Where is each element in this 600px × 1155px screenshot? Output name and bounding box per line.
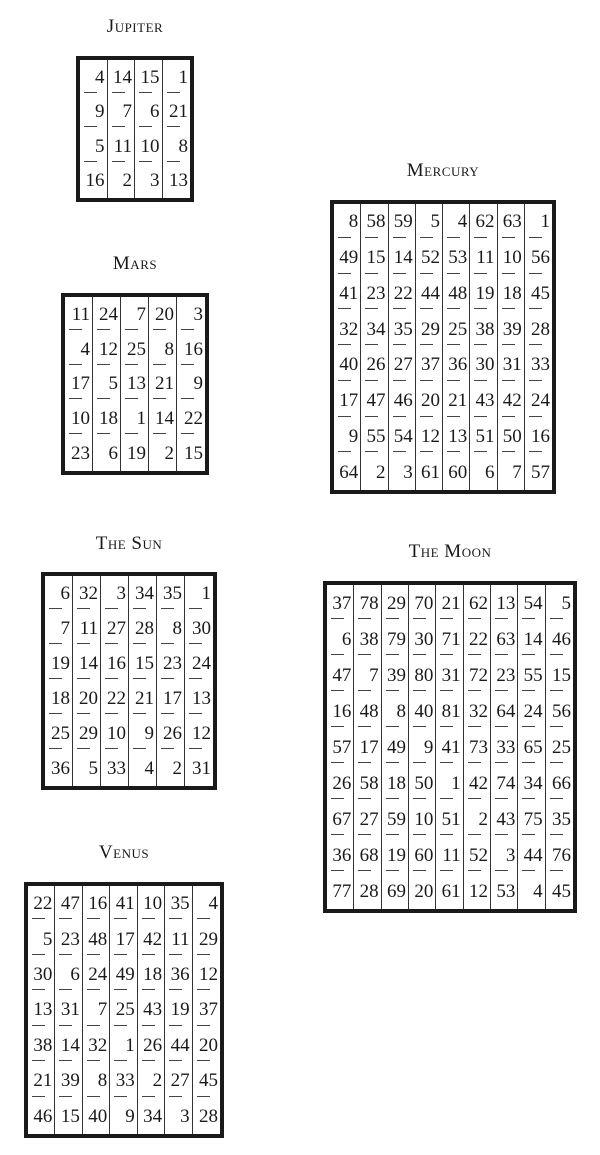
square-title-mars: Mars [112, 253, 158, 274]
square-cell: 9 [409, 729, 436, 765]
square-cell: 52 [416, 240, 443, 276]
square-cell: 66 [546, 765, 573, 801]
square-cell: 22 [389, 276, 416, 312]
square-cell: 55 [361, 419, 388, 455]
square-cell: 32 [334, 311, 361, 347]
square-cell: 9 [80, 95, 108, 130]
square-cell: 62 [464, 585, 491, 621]
square-cell: 59 [382, 801, 409, 837]
square-cell: 42 [498, 383, 525, 419]
square-cell: 39 [382, 657, 409, 693]
square-cell: 13 [185, 681, 213, 716]
square-cell: 11 [65, 297, 93, 332]
square-cell: 28 [129, 611, 157, 646]
square-cell: 29 [382, 585, 409, 621]
square-cell: 75 [518, 801, 545, 837]
square-cell: 22 [28, 886, 55, 921]
square-cell: 18 [45, 681, 73, 716]
square-cell: 19 [165, 992, 192, 1027]
square-cell: 73 [464, 729, 491, 765]
square-cell: 20 [409, 873, 436, 909]
square-cell: 55 [518, 657, 545, 693]
square-cell: 19 [45, 646, 73, 681]
square-grid-the-moon [323, 581, 577, 913]
square-cell: 17 [157, 681, 185, 716]
square-cell: 30 [470, 347, 497, 383]
square-cell: 32 [83, 1028, 110, 1063]
square-cell: 42 [138, 921, 165, 956]
square-cell: 60 [443, 454, 470, 490]
square-cell: 43 [470, 383, 497, 419]
square-cell: 33 [491, 729, 518, 765]
square-cell: 57 [327, 729, 354, 765]
square-cell: 20 [149, 297, 177, 332]
square-cell: 43 [491, 801, 518, 837]
square-cell: 41 [436, 729, 463, 765]
square-cell: 19 [382, 837, 409, 873]
square-cell: 12 [416, 419, 443, 455]
square-cell: 2 [149, 436, 177, 471]
square-cell: 7 [498, 454, 525, 490]
square-cell: 1 [110, 1028, 137, 1063]
square-cell: 27 [101, 611, 129, 646]
square-cell: 20 [73, 681, 101, 716]
square-grid-venus [24, 882, 224, 1138]
square-cell: 48 [354, 693, 381, 729]
square-cell: 23 [361, 276, 388, 312]
square-cell: 80 [409, 657, 436, 693]
square-cell: 70 [409, 585, 436, 621]
square-cell: 21 [129, 681, 157, 716]
square-cell: 13 [491, 585, 518, 621]
square-cell: 53 [491, 873, 518, 909]
square-cell: 31 [436, 657, 463, 693]
square-cell: 59 [389, 204, 416, 240]
square-cell: 4 [518, 873, 545, 909]
square-cell: 3 [135, 164, 163, 199]
square-cell: 54 [389, 419, 416, 455]
square-title-the-sun: The Sun [95, 533, 163, 554]
square-cell: 44 [165, 1028, 192, 1063]
square-cell: 7 [121, 297, 149, 332]
square-cell: 36 [165, 957, 192, 992]
square-cell: 39 [498, 311, 525, 347]
square-cell: 22 [177, 401, 205, 436]
square-cell: 68 [354, 837, 381, 873]
square-cell: 27 [354, 801, 381, 837]
square-cell: 37 [327, 585, 354, 621]
square-cell: 72 [464, 657, 491, 693]
square-cell: 61 [436, 873, 463, 909]
square-cell: 1 [436, 765, 463, 801]
square-cell: 21 [163, 95, 191, 130]
square-cell: 1 [525, 204, 552, 240]
square-cell: 7 [108, 95, 136, 130]
square-cell: 26 [157, 716, 185, 751]
square-cell: 10 [409, 801, 436, 837]
square-cell: 12 [193, 957, 220, 992]
square-cell: 48 [83, 921, 110, 956]
square-cell: 21 [443, 383, 470, 419]
square-cell: 56 [525, 240, 552, 276]
square-cell: 25 [121, 332, 149, 367]
square-cell: 47 [361, 383, 388, 419]
square-cell: 25 [110, 992, 137, 1027]
square-cell: 35 [546, 801, 573, 837]
square-cell: 10 [65, 401, 93, 436]
square-cell: 9 [177, 367, 205, 402]
square-cell: 16 [177, 332, 205, 367]
square-cell: 79 [382, 621, 409, 657]
square-cell: 63 [498, 204, 525, 240]
square-cell: 51 [470, 419, 497, 455]
square-cell: 24 [525, 383, 552, 419]
square-grid-mercury [330, 200, 556, 494]
square-cell: 6 [55, 957, 82, 992]
square-cell: 77 [327, 873, 354, 909]
square-cell: 5 [416, 204, 443, 240]
square-cell: 8 [157, 611, 185, 646]
square-cell: 71 [436, 621, 463, 657]
square-cell: 8 [83, 1063, 110, 1098]
square-cell: 47 [327, 657, 354, 693]
square-cell: 20 [193, 1028, 220, 1063]
square-cell: 17 [110, 921, 137, 956]
square-cell: 17 [354, 729, 381, 765]
square-cell: 1 [121, 401, 149, 436]
square-cell: 37 [193, 992, 220, 1027]
square-cell: 11 [436, 837, 463, 873]
square-cell: 76 [546, 837, 573, 873]
square-cell: 12 [93, 332, 121, 367]
square-cell: 14 [55, 1028, 82, 1063]
square-cell: 16 [101, 646, 129, 681]
square-cell: 26 [327, 765, 354, 801]
square-cell: 15 [361, 240, 388, 276]
square-cell: 31 [55, 992, 82, 1027]
square-cell: 4 [129, 751, 157, 786]
square-cell: 34 [138, 1099, 165, 1134]
square-cell: 22 [101, 681, 129, 716]
square-cell: 35 [165, 886, 192, 921]
square-cell: 11 [165, 921, 192, 956]
square-cell: 63 [491, 621, 518, 657]
square-cell: 34 [361, 311, 388, 347]
square-cell: 2 [361, 454, 388, 490]
square-cell: 34 [129, 576, 157, 611]
square-cell: 23 [65, 436, 93, 471]
square-cell: 46 [546, 621, 573, 657]
square-cell: 48 [443, 276, 470, 312]
square-cell: 39 [55, 1063, 82, 1098]
square-cell: 2 [138, 1063, 165, 1098]
square-cell: 78 [354, 585, 381, 621]
square-cell: 15 [129, 646, 157, 681]
square-cell: 13 [28, 992, 55, 1027]
square-cell: 5 [93, 367, 121, 402]
square-cell: 32 [464, 693, 491, 729]
square-cell: 49 [110, 957, 137, 992]
square-cell: 13 [443, 419, 470, 455]
square-cell: 14 [108, 60, 136, 95]
square-cell: 29 [73, 716, 101, 751]
square-cell: 8 [149, 332, 177, 367]
square-cell: 9 [110, 1099, 137, 1134]
square-title-mercury: Mercury [406, 160, 480, 181]
square-cell: 49 [334, 240, 361, 276]
square-cell: 41 [334, 276, 361, 312]
square-cell: 10 [138, 886, 165, 921]
square-cell: 3 [101, 576, 129, 611]
square-cell: 2 [464, 801, 491, 837]
square-cell: 3 [491, 837, 518, 873]
square-cell: 10 [101, 716, 129, 751]
square-cell: 8 [382, 693, 409, 729]
square-cell: 50 [498, 419, 525, 455]
square-cell: 23 [157, 646, 185, 681]
square-cell: 12 [464, 873, 491, 909]
square-cell: 5 [73, 751, 101, 786]
square-cell: 16 [80, 164, 108, 199]
square-cell: 37 [416, 347, 443, 383]
square-cell: 52 [464, 837, 491, 873]
square-cell: 46 [28, 1099, 55, 1134]
square-cell: 18 [498, 276, 525, 312]
square-cell: 8 [334, 204, 361, 240]
square-cell: 21 [149, 367, 177, 402]
square-cell: 40 [334, 347, 361, 383]
square-cell: 21 [436, 585, 463, 621]
square-cell: 18 [93, 401, 121, 436]
square-cell: 24 [83, 957, 110, 992]
square-cell: 5 [28, 921, 55, 956]
square-cell: 58 [361, 204, 388, 240]
square-cell: 15 [184, 443, 203, 465]
square-cell: 14 [518, 621, 545, 657]
square-cell: 24 [93, 297, 121, 332]
square-cell: 27 [165, 1063, 192, 1098]
square-cell: 44 [416, 276, 443, 312]
square-title-the-moon: The Moon [408, 541, 492, 562]
square-cell: 19 [121, 436, 149, 471]
square-cell: 16 [327, 693, 354, 729]
square-cell: 15 [546, 657, 573, 693]
square-cell: 43 [138, 992, 165, 1027]
square-cell: 33 [525, 347, 552, 383]
square-grid-the-sun [41, 572, 217, 790]
square-cell: 13 [121, 367, 149, 402]
square-cell: 9 [334, 419, 361, 455]
square-cell: 16 [83, 886, 110, 921]
square-cell: 6 [470, 454, 497, 490]
square-cell: 25 [45, 716, 73, 751]
square-cell: 4 [65, 332, 93, 367]
square-cell: 36 [327, 837, 354, 873]
square-cell: 38 [354, 621, 381, 657]
square-cell: 40 [409, 693, 436, 729]
square-cell: 64 [491, 693, 518, 729]
square-cell: 53 [443, 240, 470, 276]
square-cell: 74 [491, 765, 518, 801]
square-cell: 25 [443, 311, 470, 347]
square-cell: 29 [193, 921, 220, 956]
square-cell: 11 [108, 129, 136, 164]
square-cell: 13 [169, 170, 188, 192]
square-grid-jupiter [76, 56, 194, 202]
square-cell: 69 [382, 873, 409, 909]
square-cell: 26 [361, 347, 388, 383]
square-cell: 40 [83, 1099, 110, 1134]
square-cell: 54 [518, 585, 545, 621]
square-cell: 35 [389, 311, 416, 347]
square-cell: 25 [546, 729, 573, 765]
square-cell: 2 [157, 751, 185, 786]
square-cell: 16 [525, 419, 552, 455]
square-cell: 31 [192, 758, 211, 779]
square-cell: 58 [354, 765, 381, 801]
square-cell: 4 [80, 60, 108, 95]
square-cell: 34 [518, 765, 545, 801]
square-cell: 61 [416, 454, 443, 490]
square-cell: 24 [518, 693, 545, 729]
square-cell: 17 [65, 367, 93, 402]
square-cell: 21 [28, 1063, 55, 1098]
square-cell: 28 [354, 873, 381, 909]
square-cell: 7 [354, 657, 381, 693]
square-cell: 6 [327, 621, 354, 657]
square-title-jupiter: Jupiter [106, 16, 164, 37]
square-cell: 3 [177, 297, 205, 332]
square-cell: 6 [135, 95, 163, 130]
square-cell: 41 [110, 886, 137, 921]
square-cell: 38 [470, 311, 497, 347]
square-cell: 11 [73, 611, 101, 646]
square-cell: 14 [389, 240, 416, 276]
square-cell: 60 [409, 837, 436, 873]
square-cell: 23 [55, 921, 82, 956]
square-cell: 26 [138, 1028, 165, 1063]
square-cell: 7 [83, 992, 110, 1027]
square-cell: 22 [464, 621, 491, 657]
square-cell: 14 [73, 646, 101, 681]
square-cell: 5 [80, 129, 108, 164]
square-cell: 47 [55, 886, 82, 921]
square-cell: 36 [443, 347, 470, 383]
square-cell: 11 [470, 240, 497, 276]
square-cell: 27 [389, 347, 416, 383]
square-cell: 36 [45, 751, 73, 786]
square-cell: 28 [525, 311, 552, 347]
square-cell: 45 [525, 276, 552, 312]
square-cell: 18 [382, 765, 409, 801]
square-cell: 56 [546, 693, 573, 729]
square-cell: 33 [110, 1063, 137, 1098]
square-cell: 35 [157, 576, 185, 611]
square-cell: 44 [518, 837, 545, 873]
square-cell: 57 [531, 461, 550, 483]
square-cell: 46 [389, 383, 416, 419]
square-cell: 30 [28, 957, 55, 992]
square-cell: 62 [470, 204, 497, 240]
square-cell: 18 [138, 957, 165, 992]
square-cell: 49 [382, 729, 409, 765]
square-cell: 24 [185, 646, 213, 681]
square-cell: 5 [546, 585, 573, 621]
square-cell: 32 [73, 576, 101, 611]
square-cell: 4 [193, 886, 220, 921]
square-title-venus: Venus [98, 842, 150, 863]
square-cell: 1 [185, 576, 213, 611]
square-cell: 10 [498, 240, 525, 276]
square-cell: 9 [129, 716, 157, 751]
square-cell: 20 [416, 383, 443, 419]
square-cell: 42 [464, 765, 491, 801]
square-cell: 81 [436, 693, 463, 729]
square-cell: 15 [55, 1099, 82, 1134]
square-cell: 33 [101, 751, 129, 786]
square-cell: 38 [28, 1028, 55, 1063]
square-cell: 10 [135, 129, 163, 164]
square-cell: 31 [498, 347, 525, 383]
square-cell: 67 [327, 801, 354, 837]
square-cell: 8 [163, 129, 191, 164]
square-cell: 19 [470, 276, 497, 312]
square-cell: 29 [416, 311, 443, 347]
square-cell: 50 [409, 765, 436, 801]
square-cell: 6 [93, 436, 121, 471]
square-cell: 7 [45, 611, 73, 646]
square-cell: 12 [185, 716, 213, 751]
square-cell: 6 [45, 576, 73, 611]
square-cell: 23 [491, 657, 518, 693]
square-cell: 28 [199, 1105, 218, 1127]
square-cell: 45 [193, 1063, 220, 1098]
square-cell: 45 [552, 880, 571, 902]
square-cell: 65 [518, 729, 545, 765]
square-cell: 30 [409, 621, 436, 657]
square-cell: 17 [334, 383, 361, 419]
square-cell: 3 [389, 454, 416, 490]
square-cell: 14 [149, 401, 177, 436]
square-cell: 4 [443, 204, 470, 240]
square-grid-mars [61, 293, 209, 475]
square-cell: 1 [163, 60, 191, 95]
square-cell: 64 [334, 454, 361, 490]
square-cell: 3 [165, 1099, 192, 1134]
square-cell: 2 [108, 164, 136, 199]
square-cell: 51 [436, 801, 463, 837]
square-cell: 15 [135, 60, 163, 95]
square-cell: 30 [185, 611, 213, 646]
